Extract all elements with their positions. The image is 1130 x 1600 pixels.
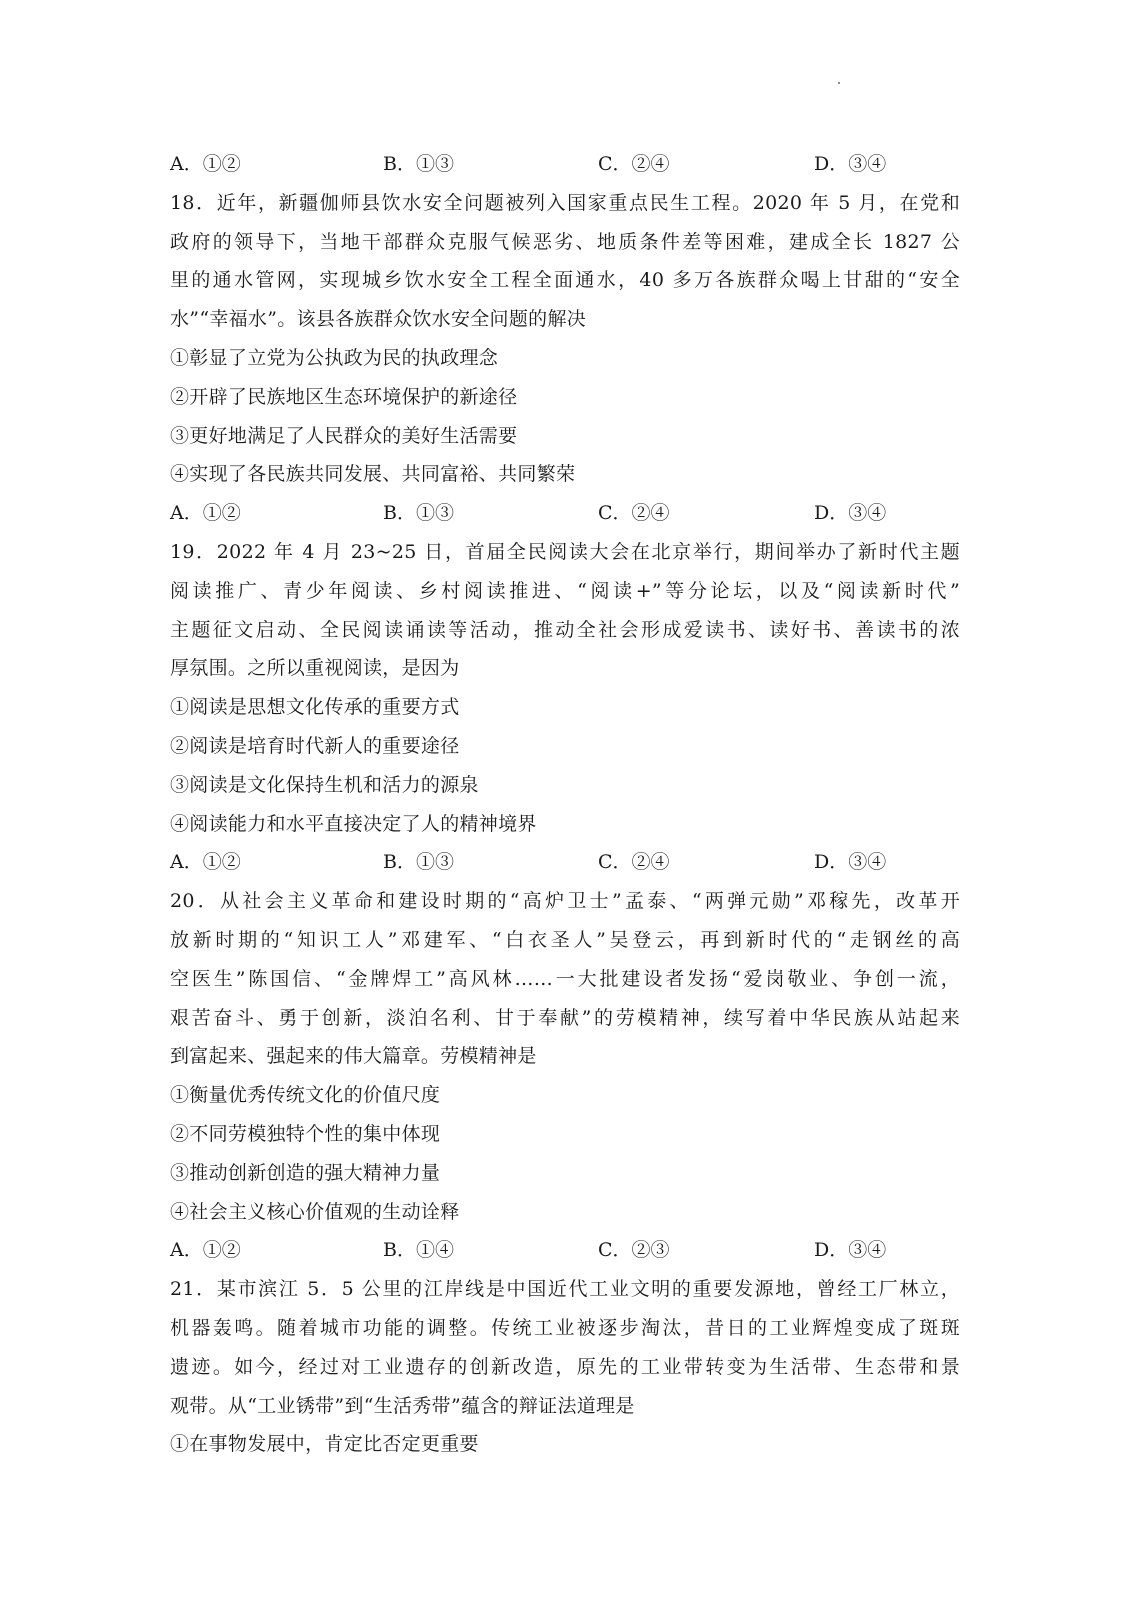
q17-option-b: B．①③ xyxy=(383,153,454,175)
q19-option-b: B．①③ xyxy=(383,851,454,874)
q20-item-4: ④社会主义核心价值观的生动诠释 xyxy=(170,1200,460,1223)
q18-stem-line: 水”“幸福水”。该县各族群众饮水安全问题的解决 xyxy=(170,308,587,331)
q20-item-3: ③推动创新创造的强大精神力量 xyxy=(170,1161,441,1184)
q20-option-c: C．②③ xyxy=(598,1239,670,1262)
scan-speck xyxy=(838,82,840,84)
q18-item-2: ②开辟了民族地区生态环境保护的新途径 xyxy=(170,385,518,408)
question-21 xyxy=(170,1270,960,1464)
question-19 xyxy=(170,533,960,882)
q17-option-a: A．①② xyxy=(170,153,241,175)
q19-options xyxy=(170,843,960,882)
q18-option-d: D．③④ xyxy=(814,502,887,525)
q19-option-c: C．②④ xyxy=(598,851,670,874)
q19-stem-line: 19．2022 年 4 月 23~25 日，首届全民阅读大会在北京举行，期间举办了新时代主题 xyxy=(170,540,960,563)
q20-stem-line: 到富起来、强起来的伟大篇章。劳模精神是 xyxy=(170,1045,537,1068)
page-content xyxy=(170,145,960,1464)
q20-stem-line: 空医生”陈国信、“金牌焊工”高风林……一大批建设者发扬“爱岗敬业、争创一流， xyxy=(170,967,960,990)
q20-stem-line: 20．从社会主义革命和建设时期的“高炉卫士”孟泰、“两弹元勋”邓稼先，改革开 xyxy=(170,890,960,913)
q19-option-d: D．③④ xyxy=(814,851,887,874)
q20-stem-line: 放新时期的“知识工人”邓建军、“白衣圣人”吴登云，再到新时代的“走钢丝的高 xyxy=(170,928,960,951)
q21-stem-line: 21．某市滨江 5．5 公里的江岸线是中国近代工业文明的重要发源地，曾经工厂林立， xyxy=(170,1278,960,1301)
q19-item-4: ④阅读能力和水平直接决定了人的精神境界 xyxy=(170,812,537,835)
q18-stem-line: 里的通水管网，实现城乡饮水安全工程全面通水，40 多万各族群众喝上甘甜的“安全 xyxy=(170,269,960,292)
q21-stem-line: 观带。从“工业锈带”到“生活秀带”蕴含的辩证法道理是 xyxy=(170,1394,635,1417)
q20-option-b: B．①④ xyxy=(383,1239,454,1262)
q17-option-d: D．③④ xyxy=(814,153,887,175)
question-18 xyxy=(170,184,960,533)
question-20 xyxy=(170,882,960,1270)
q18-item-4: ④实现了各民族共同发展、共同富裕、共同繁荣 xyxy=(170,463,576,486)
q18-option-c: C．②④ xyxy=(598,502,670,525)
q18-stem-line: 政府的领导下，当地干部群众克服气候恶劣、地质条件差等困难，建成全长 1827 公 xyxy=(170,230,960,253)
q18-option-b: B．①③ xyxy=(383,502,454,525)
q21-item-1: ①在事物发展中，肯定比否定更重要 xyxy=(170,1433,479,1456)
q20-option-a: A．①② xyxy=(170,1239,241,1262)
q20-item-2: ②不同劳模独特个性的集中体现 xyxy=(170,1122,441,1145)
q20-item-1: ①衡量优秀传统文化的价值尺度 xyxy=(170,1084,441,1107)
q18-options xyxy=(170,494,960,533)
q19-item-2: ②阅读是培育时代新人的重要途径 xyxy=(170,734,460,757)
q18-option-a: A．①② xyxy=(170,502,241,525)
q21-stem-line: 遗迹。如今，经过对工业遗存的创新改造，原先的工业带转变为生活带、生态带和景 xyxy=(170,1355,960,1378)
q17-options xyxy=(170,145,960,184)
q17-option-c: C．②④ xyxy=(598,153,670,175)
q19-stem-line: 阅读推广、青少年阅读、乡村阅读推进、“阅读+”等分论坛，以及“阅读新时代” xyxy=(170,579,960,602)
q18-item-1: ①彰显了立党为公执政为民的执政理念 xyxy=(170,346,499,369)
q21-stem-line: 机器轰鸣。随着城市功能的调整。传统工业被逐步淘汰，昔日的工业辉煌变成了斑斑 xyxy=(170,1316,960,1339)
q19-stem-line: 厚氛围。之所以重视阅读，是因为 xyxy=(170,657,460,680)
q19-item-1: ①阅读是思想文化传承的重要方式 xyxy=(170,696,460,719)
q19-option-a: A．①② xyxy=(170,851,241,874)
q18-stem-line: 18．近年，新疆伽师县饮水安全问题被列入国家重点民生工程。2020 年 5 月，在党和 xyxy=(170,191,960,214)
q19-stem-line: 主题征文启动、全民阅读诵读等活动，推动全社会形成爱读书、读好书、善读书的浓 xyxy=(170,618,960,641)
q19-item-3: ③阅读是文化保持生机和活力的源泉 xyxy=(170,773,479,796)
q20-stem-line: 艰苦奋斗、勇于创新，淡泊名利、甘于奉献”的劳模精神，续写着中华民族从站起来 xyxy=(170,1006,960,1029)
q20-options xyxy=(170,1231,960,1270)
q18-item-3: ③更好地满足了人民群众的美好生活需要 xyxy=(170,424,518,447)
q20-option-d: D．③④ xyxy=(814,1239,887,1262)
